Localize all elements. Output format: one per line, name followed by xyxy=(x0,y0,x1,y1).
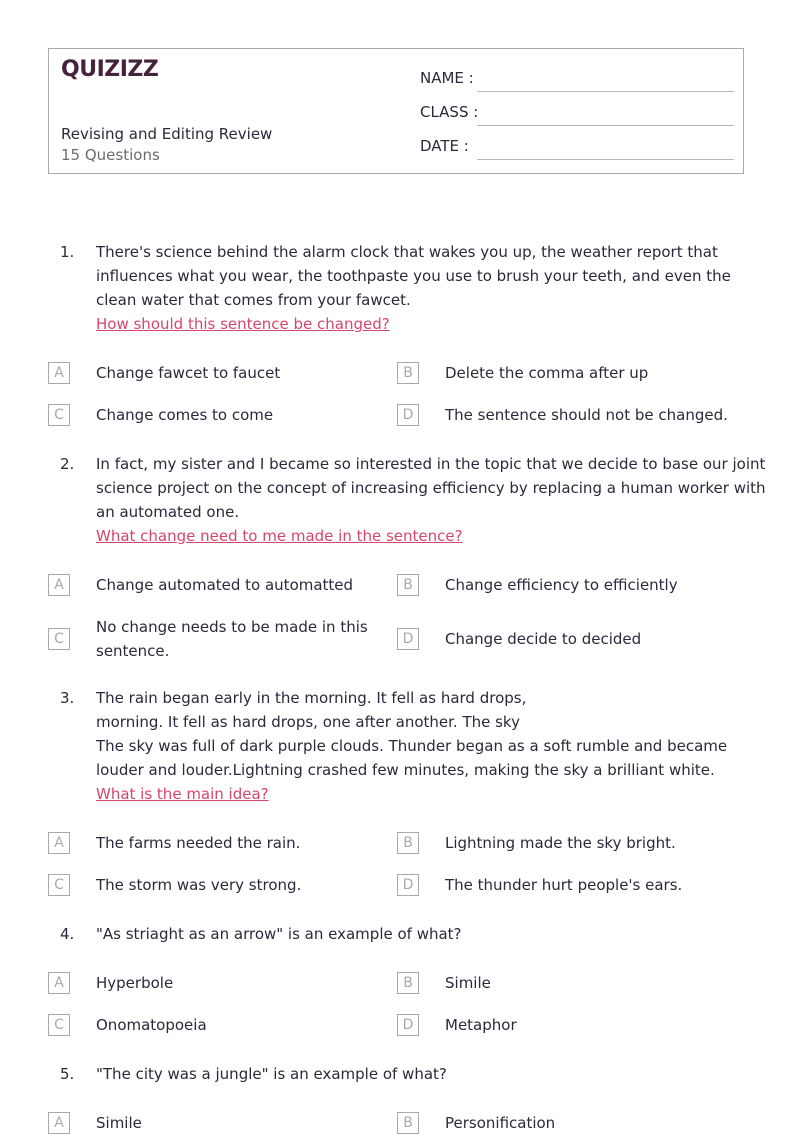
question-line: The rain began early in the morning. It fell as hard drops, xyxy=(96,689,527,707)
option-a-text[interactable]: Change fawcet to faucet xyxy=(96,364,281,382)
option-a-checkbox[interactable]: A xyxy=(48,972,70,994)
question-line: louder and louder.Lightning crashed few minutes, making the sky a brilliant white. xyxy=(96,761,715,779)
name-label: NAME : xyxy=(420,69,474,87)
question-text xyxy=(96,922,746,946)
option-c-checkbox[interactable]: C xyxy=(48,1014,70,1036)
question-count: 15 Questions xyxy=(61,146,160,164)
question-prompt: What change need to me made in the sentence? xyxy=(96,527,463,545)
option-b-checkbox[interactable]: B xyxy=(397,972,419,994)
question-number: 1. xyxy=(60,243,75,261)
option-b-checkbox[interactable]: B xyxy=(397,574,419,596)
question-line: an automated one. xyxy=(96,503,240,521)
option-c-checkbox[interactable]: C xyxy=(48,404,70,426)
question-prompt: How should this sentence be changed? xyxy=(96,315,390,333)
question-line: In fact, my sister and I became so interested in the topic that we decide to base our joint xyxy=(96,455,766,473)
question-line: science project on the concept of increasing efficiency by replacing a human worker with xyxy=(96,479,766,497)
option-d-text[interactable]: Metaphor xyxy=(445,1016,517,1034)
question-text xyxy=(96,240,746,336)
option-a-text[interactable]: The farms needed the rain. xyxy=(96,834,301,852)
option-d-checkbox[interactable]: D xyxy=(397,404,419,426)
option-c-checkbox[interactable]: C xyxy=(48,628,70,650)
option-d-checkbox[interactable]: D xyxy=(397,874,419,896)
option-d-checkbox[interactable]: D xyxy=(397,628,419,650)
quizizz-logo: QUIZIZZ xyxy=(61,57,159,82)
worksheet-header xyxy=(48,48,744,174)
option-c-text[interactable]: Change comes to come xyxy=(96,406,274,424)
question-text xyxy=(96,686,746,806)
question-line: The sky was full of dark purple clouds. Thunder began as a soft rumble and became xyxy=(96,737,728,755)
option-a-text[interactable]: Hyperbole xyxy=(96,974,174,992)
option-a-checkbox[interactable]: A xyxy=(48,832,70,854)
option-c-text[interactable]: Onomatopoeia xyxy=(96,1016,207,1034)
option-d-text[interactable]: The sentence should not be changed. xyxy=(445,406,728,424)
option-b-text[interactable]: Simile xyxy=(445,974,491,992)
date-field[interactable] xyxy=(420,137,734,161)
worksheet-title: Revising and Editing Review xyxy=(61,125,273,143)
question-text xyxy=(96,452,766,548)
question-line: "As striaght as an arrow" is an example of what? xyxy=(96,925,462,943)
option-b-checkbox[interactable]: B xyxy=(397,832,419,854)
option-c-checkbox[interactable]: C xyxy=(48,874,70,896)
option-d-text[interactable]: Change decide to decided xyxy=(445,630,642,648)
option-a-checkbox[interactable]: A xyxy=(48,1112,70,1134)
option-b-text[interactable]: Lightning made the sky bright. xyxy=(445,834,676,852)
question-line: influences what you wear, the toothpaste you use to brush your teeth, and even the xyxy=(96,267,731,285)
question-number: 3. xyxy=(60,689,75,707)
question-line: clean water that comes from your fawcet. xyxy=(96,291,411,309)
date-label: DATE : xyxy=(420,137,469,155)
class-line xyxy=(477,125,734,126)
option-b-checkbox[interactable]: B xyxy=(397,1112,419,1134)
option-b-text[interactable]: Change efficiency to efficiently xyxy=(445,576,678,594)
class-field[interactable] xyxy=(420,103,734,127)
question-number: 2. xyxy=(60,455,75,473)
question-line: "The city was a jungle" is an example of what? xyxy=(96,1065,447,1083)
option-a-text[interactable]: Simile xyxy=(96,1114,142,1132)
option-b-text[interactable]: Personification xyxy=(445,1114,556,1132)
name-field[interactable] xyxy=(420,69,734,93)
option-b-text[interactable]: Delete the comma after up xyxy=(445,364,649,382)
question-line: There's science behind the alarm clock that wakes you up, the weather report that xyxy=(96,243,718,261)
option-d-checkbox[interactable]: D xyxy=(397,1014,419,1036)
option-b-checkbox[interactable]: B xyxy=(397,362,419,384)
option-c-text[interactable]: The storm was very strong. xyxy=(96,876,302,894)
class-label: CLASS : xyxy=(420,103,479,121)
question-line: morning. It fell as hard drops, one after another. The sky xyxy=(96,713,520,731)
name-line xyxy=(477,91,734,92)
date-line xyxy=(477,159,734,160)
option-a-text[interactable]: Change automated to automatted xyxy=(96,576,354,594)
option-d-text[interactable]: The thunder hurt people's ears. xyxy=(445,876,683,894)
option-a-checkbox[interactable]: A xyxy=(48,362,70,384)
option-a-checkbox[interactable]: A xyxy=(48,574,70,596)
question-prompt: What is the main idea? xyxy=(96,785,269,803)
question-number: 5. xyxy=(60,1065,75,1083)
question-number: 4. xyxy=(60,925,75,943)
question-text xyxy=(96,1062,746,1086)
option-c-text[interactable]: No change needs to be made in this sentence. xyxy=(96,618,368,660)
